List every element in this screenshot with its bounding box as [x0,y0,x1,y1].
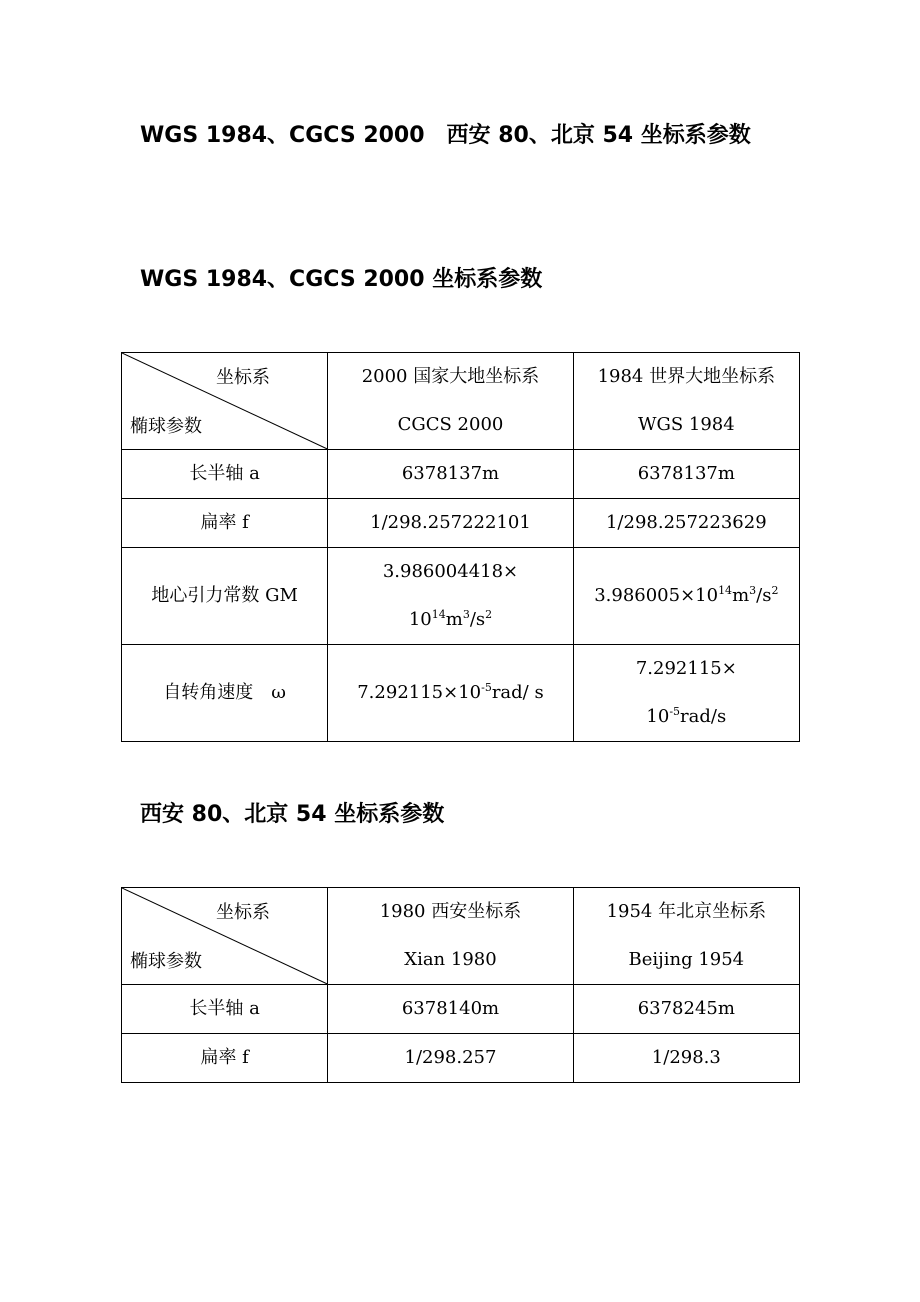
section2-title: 西安 80、北京 54 坐标系参数 [140,802,445,827]
cell-value [573,645,799,742]
wgs-cgcs-parameter-table [121,352,800,742]
exponent: 3 [749,584,757,597]
diagonal-header-cell [122,353,328,450]
column-header-xian1980 [328,888,573,985]
exponent: 2 [485,608,493,621]
row-label-semi-major-axis: 长半轴 a [122,985,328,1034]
cell-value: 6378245m [573,985,799,1034]
cell-value [328,645,573,742]
diagonal-header-cell [122,888,328,985]
exponent: 14 [718,584,733,597]
row-label-flattening: 扁率 f [122,1034,328,1083]
unit: rad/ s [491,682,544,703]
exponent: 3 [462,608,470,621]
exponent: -5 [481,681,492,694]
cell-value: 1/298.257 [328,1034,573,1083]
table-row [122,645,800,742]
exponent: 14 [431,608,446,621]
column-header-wgs1984 [573,353,799,450]
column-header-name: 1954 年北京坐标系 [606,901,767,922]
row-label-gravitational-constant: 地心引力常数 GM [122,548,328,645]
column-header-code: Xian 1980 [404,949,497,970]
value-line-1: 7.292115× [635,658,737,679]
value-line-2 [574,693,799,741]
power-base: 10 [408,609,432,630]
xian-beijing-parameter-table [121,887,800,1083]
cell-value: 1/298.3 [573,1034,799,1083]
row-label-semi-major-axis: 长半轴 a [122,450,328,499]
cell-value: 6378140m [328,985,573,1034]
table-row [122,985,800,1034]
unit: rad/s [680,706,727,727]
cell-value [573,548,799,645]
column-header-cgcs2000 [328,353,573,450]
table-row [122,450,800,499]
value-line-2 [328,596,572,644]
mantissa: 7.292115×10 [357,682,482,703]
unit: m [445,609,463,630]
section1-title: WGS 1984、CGCS 2000 坐标系参数 [140,267,543,292]
cell-value: 6378137m [573,450,799,499]
coordinate-system-label: 坐标系 [216,902,270,923]
power-base: 10 [646,706,670,727]
row-label-angular-velocity: 自转角速度 ω [122,645,328,742]
ellipsoid-params-label: 椭球参数 [130,951,202,972]
cell-value [328,548,573,645]
exponent: -5 [669,705,681,718]
unit: m [732,585,750,606]
table-row [122,499,800,548]
ellipsoid-params-label: 椭球参数 [130,416,202,437]
column-header-code: CGCS 2000 [397,414,504,435]
table-header-row [122,353,800,450]
unit: /s [469,609,486,630]
cell-value: 1/298.257223629 [573,499,799,548]
column-header-code: WGS 1984 [637,414,735,435]
table-row [122,1034,800,1083]
unit: /s [756,585,772,606]
mantissa: 3.986005×10 [594,585,719,606]
coordinate-system-label: 坐标系 [216,367,270,388]
cell-value: 1/298.257222101 [328,499,573,548]
column-header-name: 1980 西安坐标系 [379,901,522,922]
page-title: WGS 1984、CGCS 2000 西安 80、北京 54 坐标系参数 [140,123,751,148]
table-header-row [122,888,800,985]
value-line-1: 3.986004418× [382,561,519,582]
exponent: 2 [771,584,779,597]
column-header-beijing1954 [573,888,799,985]
cell-value: 6378137m [328,450,573,499]
table-row [122,548,800,645]
column-header-name: 2000 国家大地坐标系 [361,366,540,387]
column-header-code: Beijing 1954 [628,949,745,970]
row-label-flattening: 扁率 f [122,499,328,548]
column-header-name: 1984 世界大地坐标系 [597,366,776,387]
